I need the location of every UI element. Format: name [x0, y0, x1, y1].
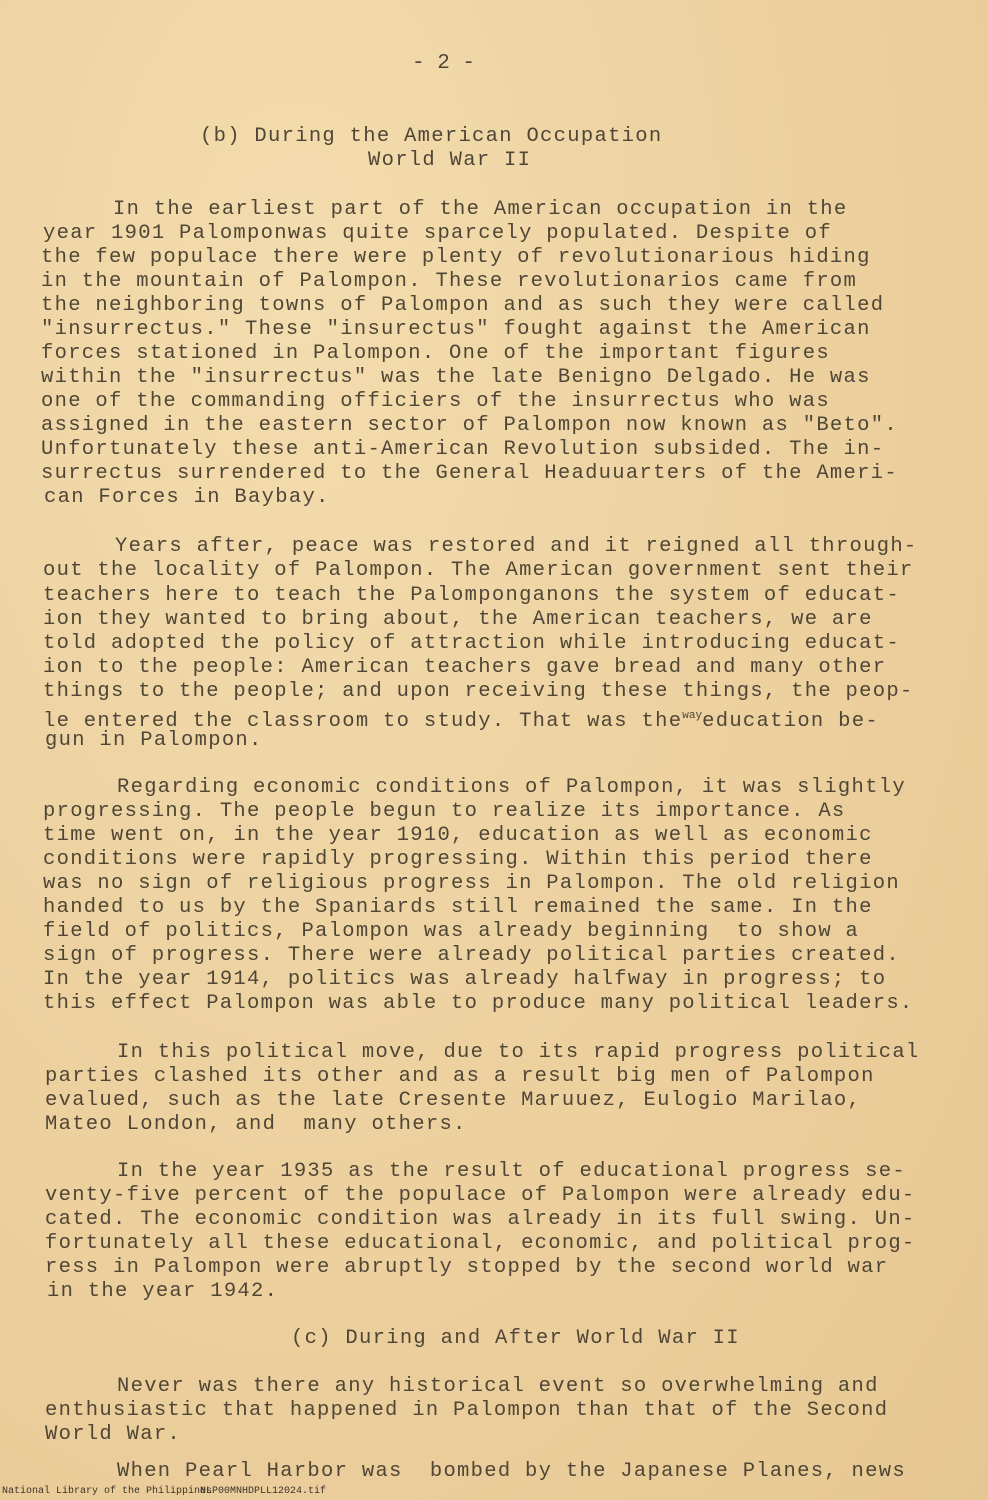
- paragraph-line: progressing. The people begun to realize its importance. As: [43, 800, 846, 823]
- paragraph-line: In the year 1935 as the result of educational progress se-: [117, 1160, 906, 1183]
- paragraph-line: out the locality of Palompon. The American government sent their: [43, 559, 914, 582]
- heading-b-line-1: (b) During the American Occupation: [200, 125, 663, 148]
- paragraph-line: "insurrectus." These "insurectus" fought against the American: [41, 318, 871, 341]
- paragraph-line: this effect Palompon was able to produce many political leaders.: [43, 992, 914, 1015]
- paragraph-line: parties clashed its other and as a result big men of Palompon: [45, 1065, 875, 1088]
- paragraph-line: teachers here to teach the Palomponganons the system of educat-: [43, 584, 900, 607]
- paragraph-line: cated. The economic condition was already in its full swing. Un-: [45, 1208, 916, 1231]
- paragraph-line: sign of progress. There were already political parties created.: [43, 944, 900, 967]
- paragraph-line: ress in Palompon were abruptly stopped by the second world war: [45, 1256, 889, 1279]
- paragraph-line: in the mountain of Palompon. These revolutionarios came from: [41, 270, 858, 293]
- paragraph-text: education be-: [702, 709, 879, 733]
- footer-library-name: National Library of the Philippines: [2, 1486, 213, 1497]
- handwritten-insert: way: [682, 710, 703, 722]
- paragraph-line: Unfortunately these anti-American Revolution subsided. The in-: [41, 438, 885, 461]
- paragraph-line: field of politics, Palompon was already beginning to show a: [43, 920, 860, 943]
- paragraph-line: ion to the people: American teachers gave bread and many other: [43, 656, 887, 679]
- paragraph-line: venty-five percent of the populace of Palompon were already edu-: [45, 1184, 916, 1207]
- paragraph-line: When Pearl Harbor was bombed by the Japanese Planes, news: [117, 1460, 906, 1483]
- paragraph-line: In this political move, due to its rapid progress political: [117, 1041, 920, 1064]
- paragraph-line: evalued, such as the late Cresente Maruuez, Eulogio Marilao,: [45, 1089, 862, 1112]
- paragraph-line: things to the people; and upon receiving these things, the peop-: [43, 680, 914, 703]
- paragraph-line: Never was there any historical event so overwhelming and: [117, 1375, 879, 1398]
- paragraph-line: within the "insurrectus" was the late Benigno Delgado. He was: [41, 366, 871, 389]
- heading-c: (c) During and After World War II: [291, 1327, 740, 1350]
- paragraph-line: Mateo London, and many others.: [45, 1113, 467, 1136]
- paragraph-line: enthusiastic that happened in Palompon than that of the Second: [45, 1399, 889, 1422]
- footer-file-name: NLP00MNHDPLL12024.tif: [200, 1486, 327, 1497]
- paragraph-line: was no sign of religious progress in Palompon. The old religion: [43, 872, 900, 895]
- paragraph-line: told adopted the policy of attraction while introducing educat-: [43, 632, 900, 655]
- paragraph-line: handed to us by the Spaniards still remained the same. In the: [43, 896, 873, 919]
- paragraph-line: in the year 1942.: [47, 1280, 279, 1303]
- paragraph-line: fortunately all these educational, economic, and political prog-: [45, 1232, 916, 1255]
- paragraph-line: one of the commanding officiers of the insurrectus who was: [41, 390, 830, 413]
- paragraph-line: the few populace there were plenty of revolutionarious hiding: [41, 246, 871, 269]
- paragraph-line: gun in Palompon.: [45, 729, 263, 752]
- paragraph-line: surrectus surrendered to the General Headuuarters of the Ameri-: [41, 462, 898, 485]
- paragraph-line: Regarding economic conditions of Palompon, it was slightly: [117, 776, 906, 799]
- paragraph-line: the neighboring towns of Palompon and as such they were called: [41, 294, 885, 317]
- paragraph-line: time went on, in the year 1910, education as well as economic: [43, 824, 873, 847]
- paragraph-line: ion they wanted to bring about, the American teachers, we are: [43, 608, 873, 631]
- page-number: - 2 -: [412, 52, 476, 75]
- paragraph-line: In the year 1914, politics was already halfway in progress; to: [43, 968, 887, 991]
- heading-b-line-2: World War II: [368, 149, 532, 172]
- paragraph-line: assigned in the eastern sector of Palompon now known as "Beto".: [41, 414, 898, 437]
- paragraph-line: Years after, peace was restored and it reigned all through-: [115, 535, 918, 558]
- paragraph-line: year 1901 Palomponwas quite sparcely populated. Despite of: [43, 222, 832, 245]
- paragraph-text: le entered the classroom to study. That was the: [43, 709, 683, 733]
- paragraph-line: forces stationed in Palompon. One of the important figures: [41, 342, 830, 365]
- paragraph-line: In the earliest part of the American occupation in the: [113, 198, 848, 221]
- paragraph-line: World War.: [45, 1423, 182, 1446]
- paragraph-line: can Forces in Baybay.: [44, 486, 330, 509]
- paragraph-line: conditions were rapidly progressing. Within this period there: [43, 848, 873, 871]
